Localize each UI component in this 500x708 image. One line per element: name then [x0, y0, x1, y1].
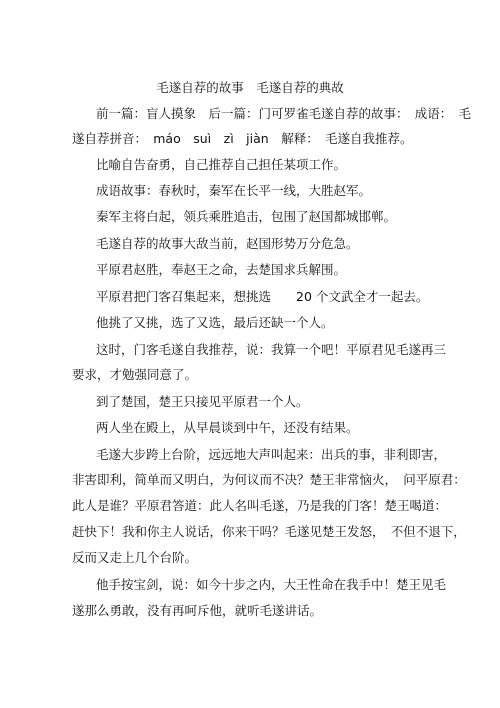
paragraph-line: 遂那么勇敢，没有再呵斥他，就听毛遂讲话。: [72, 603, 323, 618]
paragraph-line: 此人是谁？平原君答道：此人名叫毛遂，乃是我的门客！楚王喝道：: [72, 498, 448, 513]
paragraph-line: 平原君赵胜，奉赵王之命，去楚国求兵解围。: [96, 262, 347, 277]
paragraph-line: 平原君把门客召集起来，想挑选 20 个文武全才一起去。: [96, 289, 429, 304]
paragraph-line: 两人坐在殿上，从早晨谈到中午，还没有结果。: [96, 420, 359, 435]
paragraph-line: 前一篇：盲人摸象 后一篇：门可罗雀毛遂自荐的故事： 成语： 毛: [96, 106, 472, 121]
paragraph-line: 毛遂自荐的故事大敌当前，赵国形势万分危急。: [96, 236, 359, 251]
document-title: 毛遂自荐的故事 毛遂自荐的典故: [156, 80, 344, 95]
paragraph-line: 遂自荐拼音： máo suì zì jiàn 解释： 毛遂自我推荐。: [72, 131, 413, 146]
paragraph-line: 非害即利，简单而又明白，为何议而不决？楚王非常恼火， 问平原君：: [72, 472, 466, 487]
paragraph-line: 他手按宝剑，说：如今十步之内，大王性命在我手中！楚王见毛: [96, 577, 447, 592]
paragraph-line: 要求，才勉强同意了。: [72, 367, 198, 382]
paragraph-line: 秦军主将白起，领兵乘胜追击，包围了赵国都城邯郸。: [96, 209, 397, 224]
paragraph-line: 比喻自告奋勇，自己推荐自己担任某项工作。: [96, 157, 347, 172]
paragraph-line: 毛遂大步跨上台阶，远远地大声叫起来：出兵的事，非利即害，: [96, 447, 447, 462]
paragraph-line: 赶快下！我和你主人说话，你来干吗？毛遂见楚王发怒， 不但不退下，: [72, 524, 466, 539]
paragraph-line: 成语故事：春秋时，秦军在长平一线，大胜赵军。: [96, 183, 372, 198]
paragraph-line: 反而又走上几个台阶。: [72, 550, 198, 565]
paragraph-line: 到了楚国，楚王只接见平原君一个人。: [96, 394, 309, 409]
paragraph-line: 这时，门客毛遂自我推荐，说：我算一个吧！平原君见毛遂再三: [96, 342, 447, 357]
paragraph-line: 他挑了又挑，选了又选，最后还缺一个人。: [96, 315, 334, 330]
